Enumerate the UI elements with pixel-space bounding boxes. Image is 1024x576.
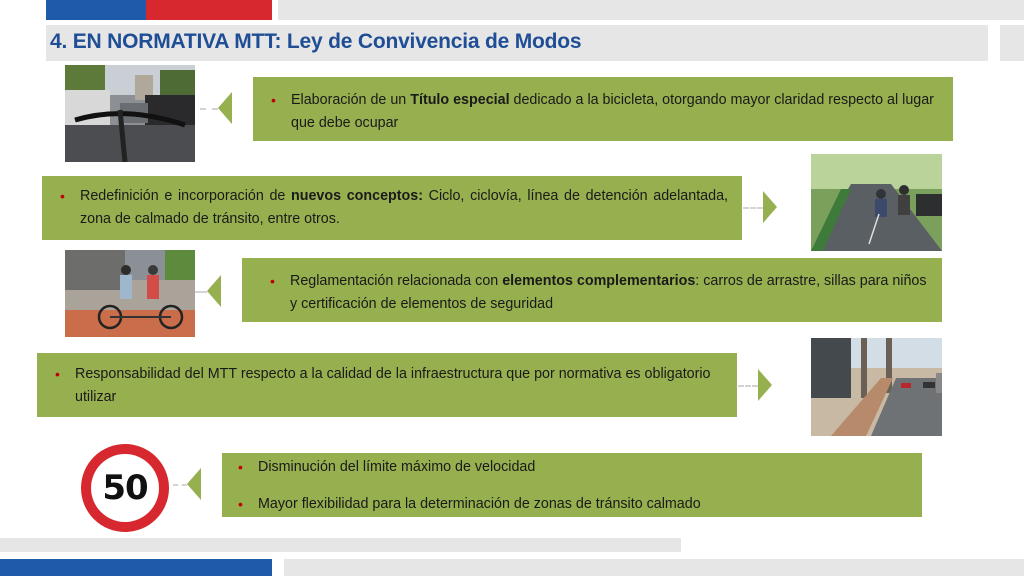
connector-dash-2 (743, 207, 763, 209)
top-bar-red (146, 0, 272, 20)
connector-dash-4 (738, 385, 758, 387)
speed-limit-value: 50 (91, 454, 159, 522)
item-box-5 (222, 453, 922, 517)
item-box-1 (253, 77, 953, 141)
connector-dash-1 (200, 108, 218, 110)
item-5-bullet-1: • Disminución del límite máximo de velocidad (234, 456, 908, 479)
top-bar-grey (278, 0, 1024, 20)
item-3-text: • Reglamentación relacionada con elementos complementarios: carros de arrastre, sillas para niños y certificación de elementos de seguridad (266, 270, 928, 316)
slide-title: 4. EN NORMATIVA MTT: Ley de Convivencia de Modos (50, 30, 582, 53)
arrow-left-1 (218, 92, 232, 124)
item-4-text: • Responsabilidad del MTT respecto a la calidad de la infraestructura que por normativa es obligatorio utilizar (51, 363, 723, 409)
speed-limit-sign-icon (81, 444, 169, 532)
item-2-text: • Redefinición e incorporación de nuevos conceptos: Ciclo, ciclovía, línea de detención adelantada, zona de calmado de tránsito, entre otros. (56, 185, 728, 231)
photo-tandem-bicycle (65, 250, 195, 337)
connector-dash-3 (195, 291, 207, 293)
item-5-bullet-2: • Mayor flexibilidad para la determinación de zonas de tránsito calmado (234, 493, 908, 516)
item-1-text: • Elaboración de un Título especial dedicado a la bicicleta, otorgando mayor claridad respecto al lugar que debe ocupar (267, 89, 939, 135)
photo-cyclist-in-traffic (65, 65, 195, 162)
bottom-bar-blue (0, 559, 272, 576)
arrow-left-3 (207, 275, 221, 307)
connector-dash-5 (173, 484, 187, 486)
title-bar-end (1000, 25, 1024, 61)
bottom-bar-grey-lower (284, 559, 1024, 576)
photo-cyclists-bike-lane (811, 154, 942, 251)
top-bar-blue (46, 0, 146, 20)
photo-sidewalk-bike-lane (811, 338, 942, 436)
item-box-2 (42, 176, 742, 240)
arrow-right-4 (758, 369, 772, 401)
arrow-left-5 (187, 468, 201, 500)
bottom-bar-grey-upper (0, 538, 681, 552)
item-box-4 (37, 353, 737, 417)
arrow-right-2 (763, 191, 777, 223)
item-box-3 (242, 258, 942, 322)
